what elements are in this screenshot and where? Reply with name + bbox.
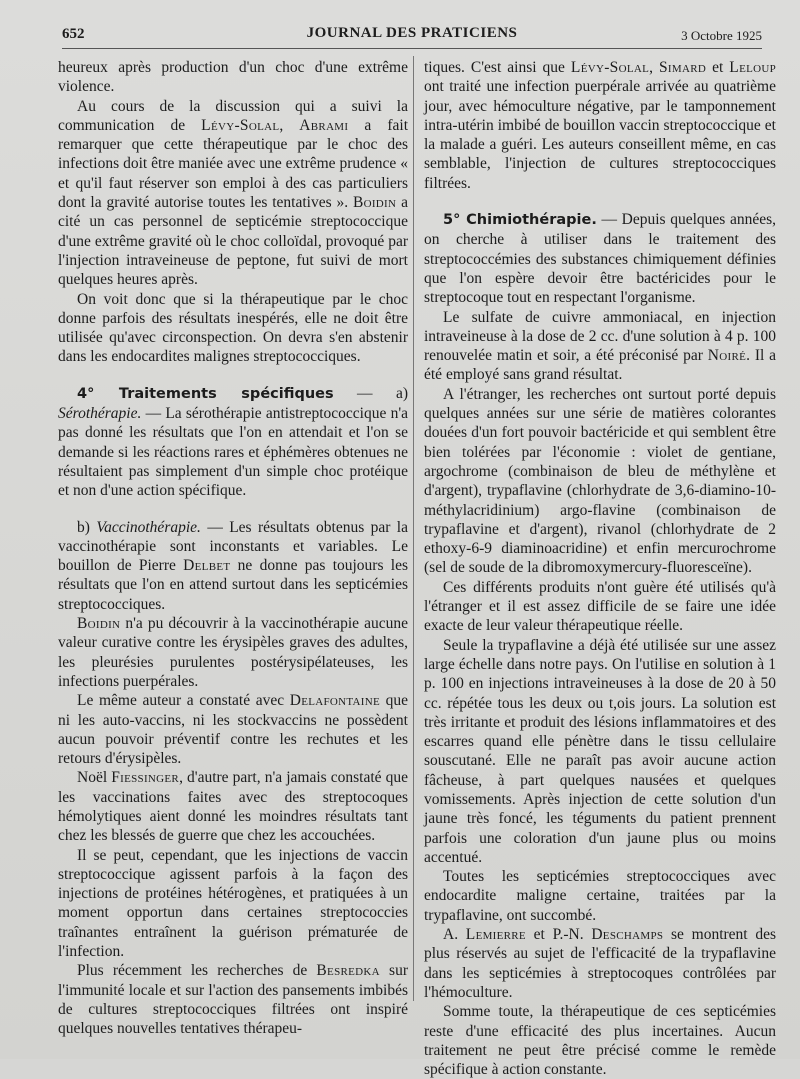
author-name: Delafontaine <box>289 692 380 710</box>
paragraph: b) Vaccinothérapie. — Les résultats obtenus par la vaccinothérapie sont inconstants et variables. Le bouillon de Pierre Delbet ne donne pas toujours les résultats que l'on en attend surtout dans les septicémies streptococciques. <box>58 518 409 613</box>
page-number: 652 <box>62 26 85 42</box>
author-name: Leloup <box>729 59 777 76</box>
column-divider <box>413 56 414 1001</box>
author-name: Lévy-Solal <box>570 59 650 76</box>
author-name: Simard <box>659 59 707 76</box>
author-name: Boidin <box>77 615 121 633</box>
paragraph: Ces différents produits n'ont guère été utilisés qu'à l'étranger et il est assez difficile de se faire une idée exacte de leur valeur thérapeutique réelle. <box>424 578 776 635</box>
section-4-paragraph: 4° Traitements spécifiques — a) Sérothérapie. — La sérothérapie antistreptococcique n'a pas donné les résultats que l'on en attendait et l'on se demande si les réactions rares et éphémères obtenues ne résultaient pas simplement d'un simple choc protéique et non d'une action spécifique. <box>58 384 409 500</box>
paragraph: Seule la trypaflavine a déjà été utilisée sur une assez large échelle dans notre pays. On l'utilise en solution à 1 p. 100 en injections intraveineuses à la dose de 20 à 50 cc. répétée tous les deux ou t,ois jours. La solution est très irritante et produit des lésions inflammatoires et des escarres quand elle pénètre dans le tissu cellulaire souscutané. Elle ne paraît pas avoir aucune action fâcheuse, à part quelques nausées et quelques vomissements. Après injection de cette solution d'un jaune très foncé, les téguments du patient prennent parfois une coloration d'un jaune plus ou moins accentué. <box>424 636 776 866</box>
paragraph: A l'étranger, les recherches ont surtout porté depuis quelques années sur une série de matières colorantes douées d'un fort pouvoir bactéricide et qui semblent être bien tolérées par l'économie : violet de gentiane, argochrome (combinaison de bleu de méthylène et d'argent), trypaflavine (chlorhydrate de 3,6-diamino-10-méthylacridinium) argo-flavine (combinaison de trypaflavine et d'argent), rivanol (chlorhydrate de 2 ethoxy-6-9 diaminoacridine) et enfin mercurochrome (sel de soude de la dibromoxymercury-fluoresceïne). <box>424 385 776 577</box>
right-column <box>424 58 776 1079</box>
paragraph: Le sulfate de cuivre ammoniacal, en injection intraveineuse à la dose de 2 cc. d'une solution à 4 p. 100 renouvelée matin et soir, a été préconisé par Noiré. Il a été employé sans grand résultat. <box>424 308 776 384</box>
paragraph: Plus récemment les recherches de Besredka sur l'immunité locale et sur l'action des pansements imbibés de cultures streptococciques filtrées ont inspiré quelques nouvelles tentatives thérapeu- <box>58 962 408 1038</box>
paragraph: Noël Fiessinger, d'autre part, n'a jamais constaté que les vaccinations faites avec des streptocoques hémolytiques aient donné les moindres résultats tant chez les blessés de guerre que chez les accouchées. <box>58 769 408 845</box>
paragraph: Il se peut, cependant, que les injections de vaccin streptococcique agissent parfois à la façon des injections de protéines hétérogènes, et pratiquées à un moment opportun dans certaines streptococcies traînantes entraînent la guérison prématurée de l'infection. <box>58 846 408 961</box>
journal-title: JOURNAL DES PRATICIENS <box>306 25 518 41</box>
author-name: Deschamps <box>591 926 664 944</box>
section-heading: 5° Chimiothérapie. <box>443 212 597 229</box>
author-name: Noiré <box>707 347 747 365</box>
author-name: Besredka <box>316 962 380 980</box>
paragraph: A. Lemierre et P.-N. Deschamps se montrent des plus réservés au sujet de l'efficacité de la trypaflavine dans les septicémies à streptocoques contrôlées par l'hémoculture. <box>424 926 776 1001</box>
page-header <box>62 22 762 49</box>
author-name: Lévy-Solal <box>201 116 280 134</box>
section-heading: 4° Traitements spécifiques <box>77 385 334 402</box>
left-column <box>58 58 408 1039</box>
section-5-paragraph: 5° Chimiothérapie. — Depuis quelques années, on cherche à utiliser dans le traitement des streptococcémies des substances chimiquement définies que l'on espère devoir être bactéricides pour le streptocoque tout en respectant l'organisme. <box>424 211 776 307</box>
author-name: Boidin <box>352 194 397 212</box>
paragraph: heureux après production d'un choc d'une extrême violence. <box>58 59 408 96</box>
paragraph: Somme toute, la thérapeutique de ces septicémies reste d'une efficacité des plus incertaines. Aucun traitement ne peut être précisé comme le remède spécifique à action constante. <box>424 1003 776 1079</box>
paragraph: Au cours de la discussion qui a suivi la communication de Lévy-Solal, Abrami a fait remarquer que cette thérapeutique par le choc des infections doit être maniée avec une extrême prudence « et qu'il faut réserver son emploi à des cas particuliers dont la gravité autorise toutes les tentatives ». Boidin a cité un cas personnel de septicémie streptococcique d'une extrême gravité où le choc colloïdal, provoqué par l'injection intraveineuse de peptone, fut suivi de mort quelques heures après. <box>58 97 408 289</box>
paragraph: Toutes les septicémies streptococciques avec endocardite maligne certaine, traitées par la trypaflavine, ont succombé. <box>424 868 776 924</box>
paragraph: Le même auteur a constaté avec Delafontaine que ni les auto-vaccins, ni les stockvaccins ne possèdent aucun pouvoir préventif contre les rechutes et les retours d'érysipèles. <box>58 692 408 768</box>
author-name: Delbet <box>183 557 231 575</box>
paragraph: On voit donc que si la thérapeutique par le choc donne parfois des résultats inespérés, elle ne doit être utilisée qu'avec circonspection. On devra s'en abstenir dans les endocardites malignes streptococciques. <box>58 290 408 366</box>
paragraph: Boidin n'a pu découvrir à la vaccinothérapie aucune valeur curative contre les érysipèles graves des adultes, les pleurésies purulentes postérysipélateuses, les infections puerpérales. <box>58 615 408 690</box>
author-name: Fiessinger <box>111 769 180 787</box>
issue-date: 3 Octobre 1925 <box>681 28 762 43</box>
author-name: Abrami <box>299 116 349 134</box>
author-name: Lemierre <box>465 926 526 944</box>
paragraph: tiques. C'est ainsi que Lévy-Solal, Simard et Leloup ont traité une infection puerpérale arrivée au quatrième jour, avec hémoculture négative, par le tamponnement intra-utérin imbibé de bouillon vaccin streptococcique et la malade a guéri. Les auteurs conseillent même, en cas semblable, l'injection de cultures streptococciques filtrées. <box>424 59 777 192</box>
